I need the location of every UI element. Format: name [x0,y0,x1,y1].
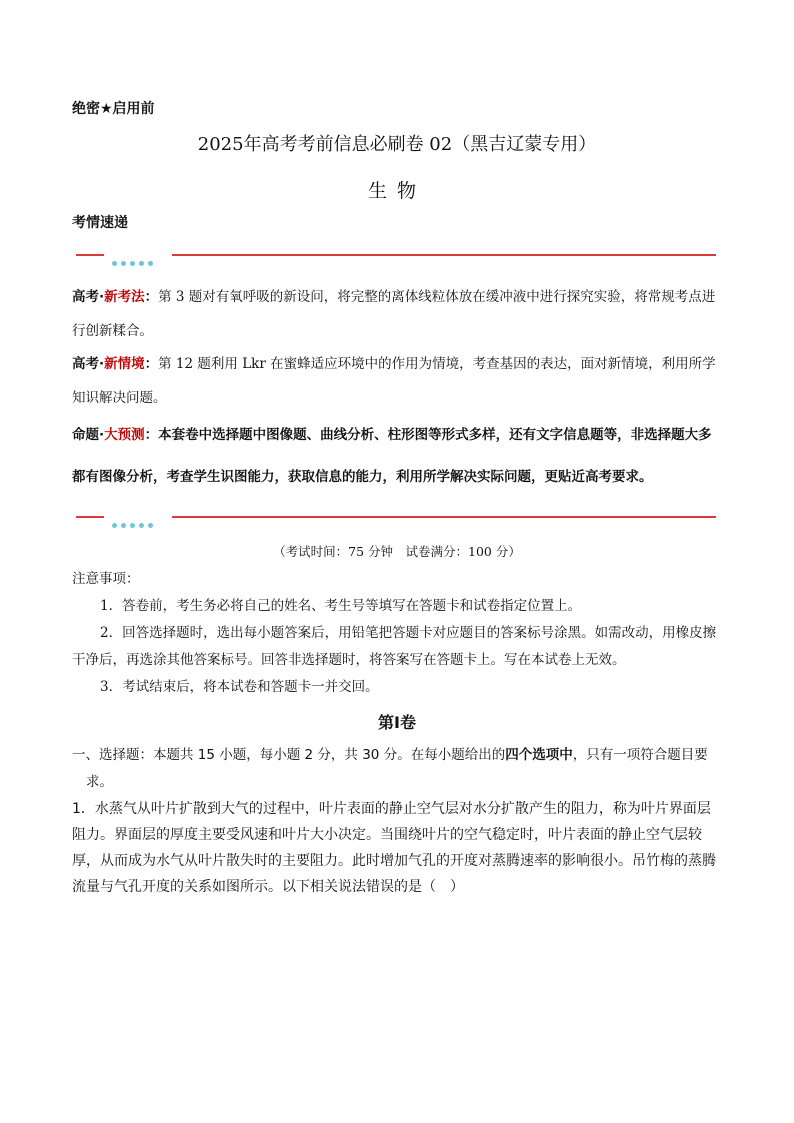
overview-text: 第 3 题对有氧呼吸的新设问，将完整的离体线粒体放在缓冲液中进行探究实验，将常规考点进行创新糅合。 [72,289,716,339]
section-one-heading: 一、选择题：本题共 15 小题，每小题 2 分，共 30 分。在每小题给出的四个选项中，只有一项符合题目要 求。 [72,747,708,790]
overview-heading: 考情速递 [72,215,128,231]
volume-title: 第Ⅰ卷 [378,713,416,732]
overview-item-prediction [72,414,722,498]
notice-block [72,566,722,701]
secret-label: 绝密★启用前 [72,101,155,117]
exam-info: （考试时间：75 分钟 试卷满分：100 分） [273,544,521,559]
notice-heading: 注意事项： [72,571,140,587]
notice-item: 1．答卷前，考生务必将自己的姓名、考生号等填写在答题卡和试卷指定位置上。 [100,598,582,614]
overview-item-new-context [72,347,722,415]
subject-title: 生物 [367,180,426,202]
overview-text: 本套卷中选择题中图像题、曲线分析、柱形图等形式多样，还有文字信息题等，非选择题大多都有图像分析，考查学生识图能力，获取信息的能力，利用所学解决实际问题，更贴近高考要求。 [72,427,712,485]
overview-item-new-method [72,280,722,348]
bottom-divider [76,512,716,522]
notice-item: 3．考试结束后，将本试卷和答题卡一并交回。 [100,679,379,695]
notice-item: 2．回答选择题时，选出每小题答案后，用铅笔把答题卡对应题目的答案标号涂黑。如需改动，用橡皮擦干净后，再选涂其他答案标号。回答非选择题时，将答案写在答题卡上。写在本试卷上无效。 [72,625,717,668]
tag-label: 命题·大预测： [72,427,159,443]
tag-label: 高考·新情境： [72,356,159,372]
question-1: 1．水蒸气从叶片扩散到大气的过程中，叶片表面的静止空气层对水分扩散产生的阻力，称为叶片界面层阻力。界面层的厚度主要受风速和叶片大小决定。当围绕叶片的空气稳定时，叶片表面的静止空气层较厚，从而成为水气从叶片散失时的主要阻力。此时增加气孔的开度对蒸腾速率的影响很小。吊竹梅的蒸腾流量与气孔开度的关系如图所示。以下相关说法错误的是（ ） [72,801,716,895]
page-title: 2025年高考考前信息必刷卷 02（黑吉辽蒙专用） [197,134,597,155]
top-divider [76,250,716,260]
overview-text: 第 12 题利用 Lkr 在蜜蜂适应环境中的作用为情境，考查基因的表达，面对新情境，利用所学知识解决问题。 [72,356,716,406]
tag-label: 高考·新考法： [72,289,159,305]
